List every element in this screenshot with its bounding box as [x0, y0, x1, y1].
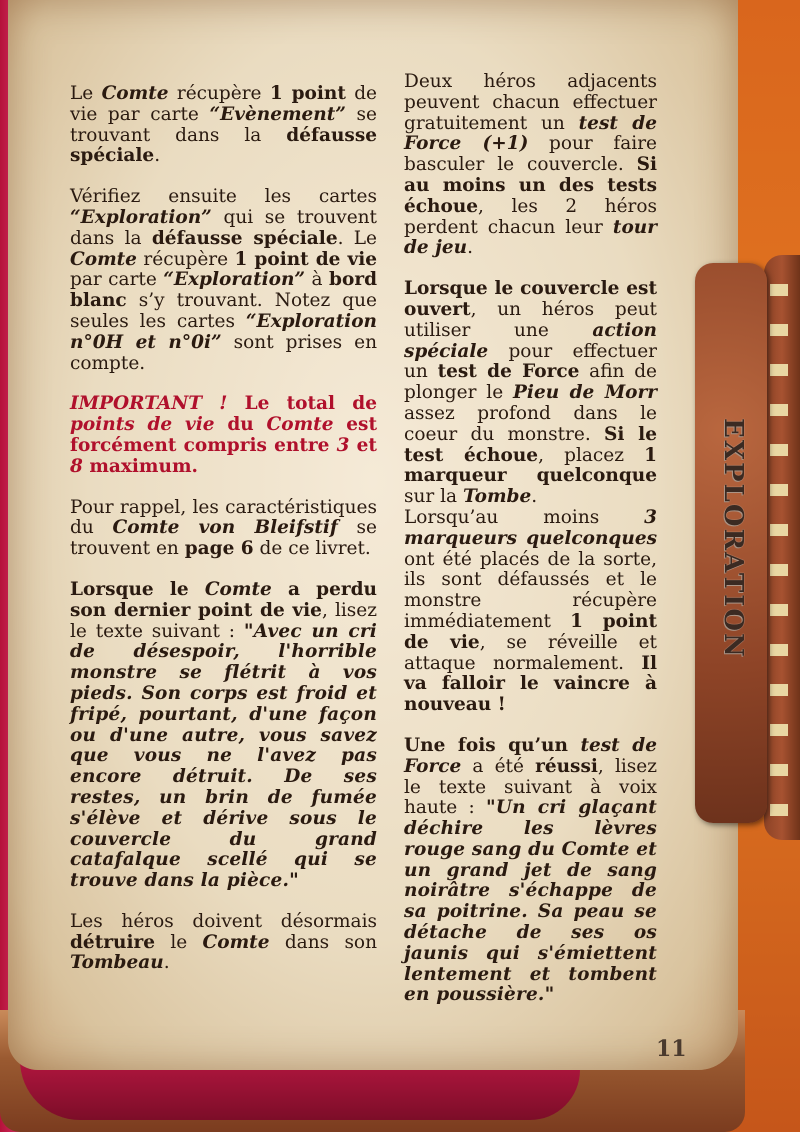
left-paragraph-1 — [70, 84, 377, 167]
right-paragraph-1 — [404, 72, 657, 259]
text: le — [155, 931, 203, 953]
text: bord blanc — [70, 269, 378, 312]
text: points de vie — [70, 414, 215, 436]
right-column — [404, 72, 657, 1026]
text: à — [305, 269, 330, 291]
text: récupère — [168, 83, 270, 104]
text: est forcément compris entre — [70, 414, 377, 456]
text: Comte von Bleifstif — [112, 517, 338, 539]
text: . — [154, 145, 161, 167]
right-paragraph-3 — [404, 508, 657, 716]
text: pour effectuer un — [404, 340, 657, 383]
text: 3 marqueurs quelconques — [404, 506, 657, 549]
text: 1 point de vie — [404, 610, 657, 653]
text: “Exploration” — [70, 206, 212, 228]
text: “Exploration n°0H et n°0i” — [70, 310, 377, 353]
text: “Evènement” — [209, 103, 346, 125]
text: Comte — [266, 414, 334, 436]
text: Pour rappel, les caractéristiques du — [70, 496, 377, 539]
text: Tombeau — [70, 952, 164, 974]
text: assez profond dans le coeur du monstre. — [404, 402, 657, 445]
text: Tombe — [462, 486, 532, 508]
text: Une fois qu’un — [404, 734, 581, 756]
text: test de Force — [404, 734, 657, 777]
text: Le — [70, 83, 102, 104]
text: , un héros peut utiliser une — [404, 298, 657, 341]
text: détruire — [70, 931, 155, 953]
text: . Le — [337, 227, 378, 249]
text: Comte — [204, 578, 272, 600]
text: 3 — [336, 434, 350, 456]
text: , lisez le texte suivant : — [70, 599, 377, 642]
text: a été — [461, 755, 536, 777]
text: du — [214, 414, 267, 436]
text: 1 point de vie — [234, 248, 377, 270]
text: action spéciale — [404, 319, 657, 362]
text: Le total de — [244, 393, 377, 415]
text: “Exploration” — [163, 269, 306, 291]
text: Comte — [101, 83, 169, 104]
text: de ce livret. — [253, 538, 371, 560]
right-paragraph-4 — [404, 736, 657, 1006]
text: 1 point — [269, 83, 346, 104]
text: défausse spéciale — [151, 227, 338, 249]
text: Vérifiez ensuite les cartes — [70, 186, 377, 208]
text: , placez — [538, 444, 645, 466]
section-tab-label: EXPLORATION — [718, 418, 748, 659]
left-paragraph-6 — [70, 912, 377, 974]
text: Il va falloir le vaincre à nouveau ! — [404, 652, 657, 716]
bookmark-stitching — [770, 270, 788, 830]
text: Lorsqu’au moins — [404, 506, 645, 528]
text: a perdu son dernier point de vie — [70, 578, 377, 621]
text: Comte — [70, 248, 137, 270]
text: , les 2 héros perdent chacun leur — [404, 195, 657, 238]
text: s’y trouvant. Notez que seules les cartes — [70, 290, 377, 332]
text: , lisez le texte suivant à voix haute : — [404, 755, 657, 819]
text: se trouvent en — [70, 517, 378, 560]
text: qui se trouvent dans la — [70, 206, 377, 249]
text: sont prises en compte. — [70, 331, 377, 374]
text: Deux héros adjacents peuvent chacun effectuer gratuitement un — [404, 71, 657, 134]
text: pour faire basculer le couvercle. — [404, 133, 657, 176]
text: maximum. — [82, 455, 198, 477]
text: défausse spéciale — [70, 124, 377, 167]
text: afin de plonger le — [404, 361, 657, 404]
left-column — [70, 84, 377, 994]
left-paragraph-2 — [70, 187, 377, 374]
important-note — [70, 394, 377, 477]
text: se trouvant dans la — [70, 103, 378, 146]
text: par carte — [70, 269, 164, 291]
text: et — [349, 434, 377, 456]
text: ont été placés de la sorte, ils sont défaussés et le monstre récupère immédiatement — [404, 548, 657, 632]
text: Lorsque le couvercle est ouvert — [404, 278, 657, 320]
text: . — [531, 486, 538, 508]
text: Lorsque le — [70, 578, 205, 600]
text: réussi — [535, 755, 598, 777]
text: sur la — [404, 486, 463, 508]
text: tour de jeu — [404, 216, 657, 259]
left-paragraph-5 — [70, 580, 377, 892]
text: test de Force (+1) — [404, 112, 657, 155]
text: , se réveille et attaque normalement. — [404, 631, 657, 674]
text: IMPORTANT ! — [70, 393, 245, 415]
right-paragraph-2 — [404, 279, 657, 508]
text: page 6 — [184, 538, 254, 560]
read-aloud-text: "Avec un cri de désespoir, l'horrible monstre se flétrit à vos pieds. Son corps est froid et fripé, pourtant, d'une façon ou d'une autre, vous savez que vous ne l'avez pas encore détruit. De ses restes, un brin de fumée s'élève et dérive sous le couvercle du grand catafalque scellé qui se trouve dans la pièce." — [70, 620, 377, 892]
read-aloud-text: "Un cri glaçant déchire les lèvres rouge sang du Comte et un grand jet de sang noirâtre s'échappe de sa poitrine. Sa peau se détache de ses os jaunis qui s'émiettent lentement et tombent en poussière." — [404, 797, 657, 1006]
text: . — [163, 952, 170, 974]
text: Si au moins un des tests échoue — [404, 154, 657, 217]
text: . — [467, 237, 473, 259]
text: Les héros doivent désormais — [70, 910, 377, 932]
text: de vie par carte — [70, 83, 377, 125]
text: 8 — [70, 455, 83, 477]
left-paragraph-4 — [70, 498, 377, 560]
text: Pieu de Morr — [513, 382, 658, 404]
page-number: 11 — [656, 1036, 687, 1062]
text: Comte — [202, 931, 270, 953]
text: récupère — [136, 248, 235, 270]
text: Si le test échoue — [404, 423, 657, 466]
text: test de Force — [437, 361, 580, 383]
text: 1 marqueur quelconque — [404, 444, 657, 487]
text: dans son — [269, 931, 377, 953]
